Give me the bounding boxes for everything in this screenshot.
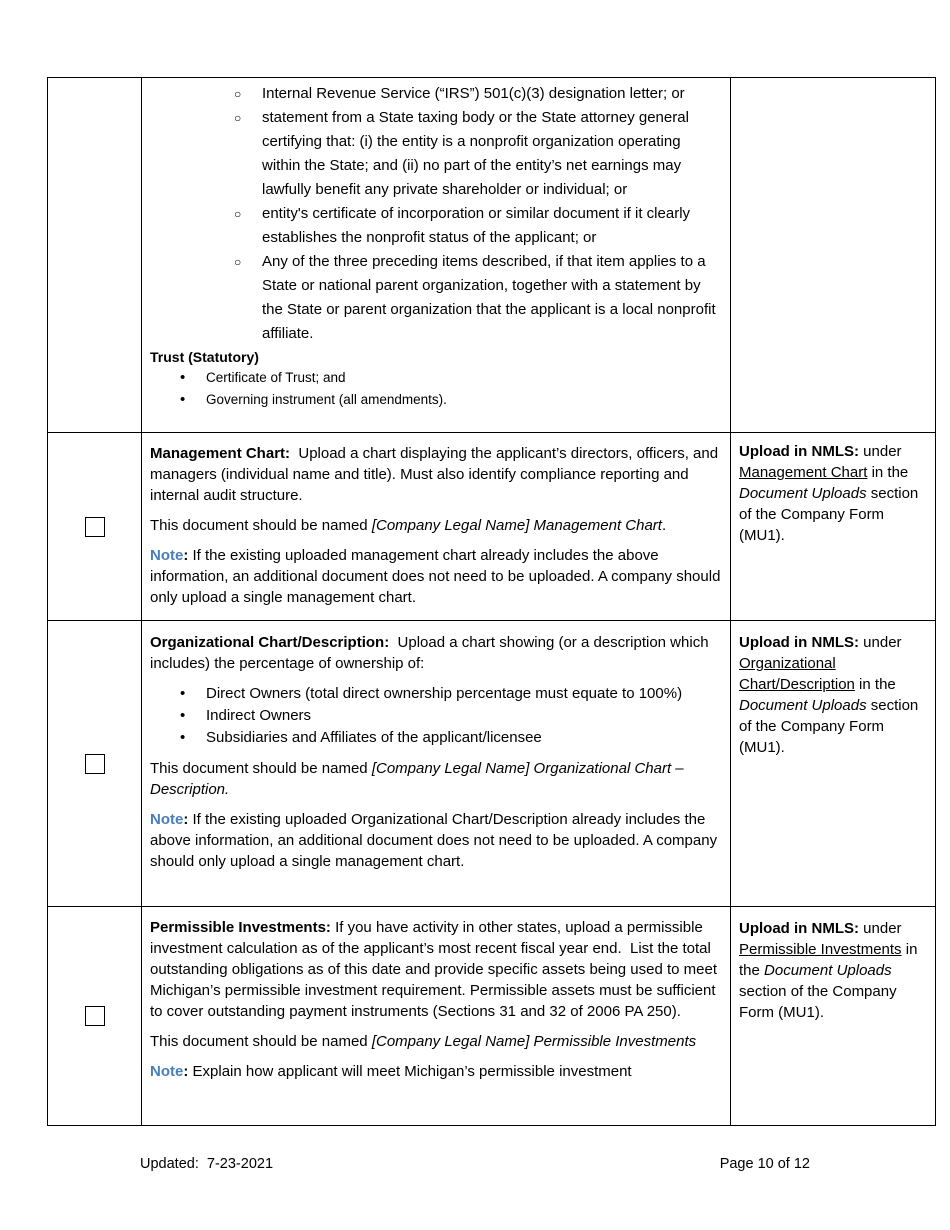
footer-updated-date: Updated: 7-23-2021 — [140, 1156, 274, 1172]
note-paragraph: Note: If the existing uploaded Organizational Chart/Description already includes the above information, an additional document does not need to be uploaded. A company should only upload a single management chart. — [150, 811, 718, 870]
list-item: • Indirect Owners — [206, 705, 722, 727]
circle-bullet-icon: ○ — [234, 87, 242, 101]
list-item: • Subsidiaries and Affiliates of the applicant/licensee — [206, 727, 722, 749]
bullet-icon: • — [180, 685, 186, 702]
requirement-paragraph: Management Chart: Upload a chart displaying the applicant’s directors, officers, and managers (individual name and title). Must also identify compliance reporting and internal audit structure. — [150, 445, 719, 504]
requirement-description-cell — [142, 78, 731, 433]
list-item: • Direct Owners (total direct ownership percentage must equate to 100%) — [206, 683, 722, 705]
bullet-icon: • — [180, 391, 186, 408]
requirement-title: Organizational Chart/Description: — [150, 634, 390, 651]
table-row-organizational-chart — [48, 621, 936, 907]
nmls-section-link: Organizational Chart/Description — [739, 655, 855, 693]
naming-instruction: This document should be named [Company Legal Name] Management Chart. — [150, 517, 667, 534]
requirement-paragraph: Permissible Investments: If you have activity in other states, upload a permissible investment calculation as of the applicant’s most recent fiscal year end. List the total outstanding obligations as of this date and provide specific assets being used to meet Michigan’s permissible investment requirement. Permissible assets must be sufficient to cover outstanding payment instruments (Sections 31 and 32 of 2006 PA 250). — [150, 919, 718, 1020]
naming-instruction: This document should be named [Company Legal Name] Organizational Chart – Description. — [150, 760, 684, 798]
checkbox-cell — [48, 433, 142, 621]
circle-bullet-icon: ○ — [234, 111, 242, 125]
requirements-checklist-table — [47, 77, 936, 1126]
circle-bullet-icon: ○ — [234, 207, 242, 221]
upload-location-text: Upload in NMLS: under Permissible Investments in the Document Uploads section of the Company Form (MU1). — [739, 920, 918, 1021]
requirement-description-cell — [142, 621, 731, 907]
naming-instruction: This document should be named [Company Legal Name] Permissible Investments — [150, 1033, 697, 1050]
bullet-icon: • — [180, 707, 186, 724]
trust-documents-list — [150, 367, 722, 411]
checkbox-cell — [48, 78, 142, 433]
list-item: ○ statement from a State taxing body or the State attorney general certifying that: (i) the entity is a nonprofit organization operating within the State; and (ii) no part of the entity’s net earnings may lawfully benefit any private shareholder or individual; or — [262, 106, 722, 202]
nonprofit-documents-list — [150, 82, 722, 346]
requirement-title: Permissible Investments: — [150, 919, 331, 936]
upload-location-text: Upload in NMLS: under Management Chart in the Document Uploads section of the Company Form (MU1). — [739, 443, 919, 544]
nmls-section-link: Management Chart — [739, 464, 868, 481]
list-item: • Governing instrument (all amendments). — [206, 389, 722, 411]
requirement-description-cell — [142, 907, 731, 1126]
checkbox-cell — [48, 907, 142, 1126]
checkbox-cell — [48, 621, 142, 907]
upload-location-cell — [731, 621, 936, 907]
footer-page-number: Page 10 of 12 — [719, 1156, 810, 1172]
circle-bullet-icon: ○ — [234, 255, 242, 269]
list-item: ○ Any of the three preceding items described, if that item applies to a State or national parent organization, together with a statement by the State or parent organization that the applicant is a local nonprofit affiliate. — [262, 250, 722, 346]
organizational-chart-checkbox[interactable] — [85, 754, 105, 774]
upload-location-cell — [731, 78, 936, 433]
requirement-title: Management Chart: — [150, 445, 291, 462]
note-paragraph: Note: If the existing uploaded management chart already includes the above information, an additional document does not need to be uploaded. A company should only upload a single management chart. — [150, 547, 721, 606]
upload-location-cell — [731, 433, 936, 621]
note-paragraph: Note: Explain how applicant will meet Michigan’s permissible investment — [150, 1063, 632, 1080]
upload-location-text: Upload in NMLS: under Organizational Chart/Description in the Document Uploads section of the Company Form (MU1). — [739, 634, 919, 756]
note-label: Note — [150, 1063, 184, 1080]
bullet-icon: • — [180, 729, 186, 746]
trust-heading: Trust (Statutory) — [150, 349, 259, 365]
permissible-investments-checkbox[interactable] — [85, 1006, 105, 1026]
upload-location-cell — [731, 907, 936, 1126]
note-label: Note — [150, 811, 184, 828]
table-row-nonprofit-trust — [48, 78, 936, 433]
bullet-icon: • — [180, 369, 186, 386]
management-chart-checkbox[interactable] — [85, 517, 105, 537]
nmls-section-link: Permissible Investments — [739, 941, 902, 958]
list-item: • Certificate of Trust; and — [206, 367, 722, 389]
requirement-paragraph: Organizational Chart/Description: Upload a chart showing (or a description which includes) the percentage of ownership of: — [150, 634, 709, 672]
requirement-description-cell — [142, 433, 731, 621]
table-row-management-chart — [48, 433, 936, 621]
list-item: ○ Internal Revenue Service (“IRS”) 501(c)(3) designation letter; or — [262, 82, 722, 106]
note-label: Note — [150, 547, 184, 564]
list-item: ○ entity's certificate of incorporation or similar document if it clearly establishes the nonprofit status of the applicant; or — [262, 202, 722, 250]
table-row-permissible-investments — [48, 907, 936, 1126]
ownership-list — [150, 683, 722, 749]
